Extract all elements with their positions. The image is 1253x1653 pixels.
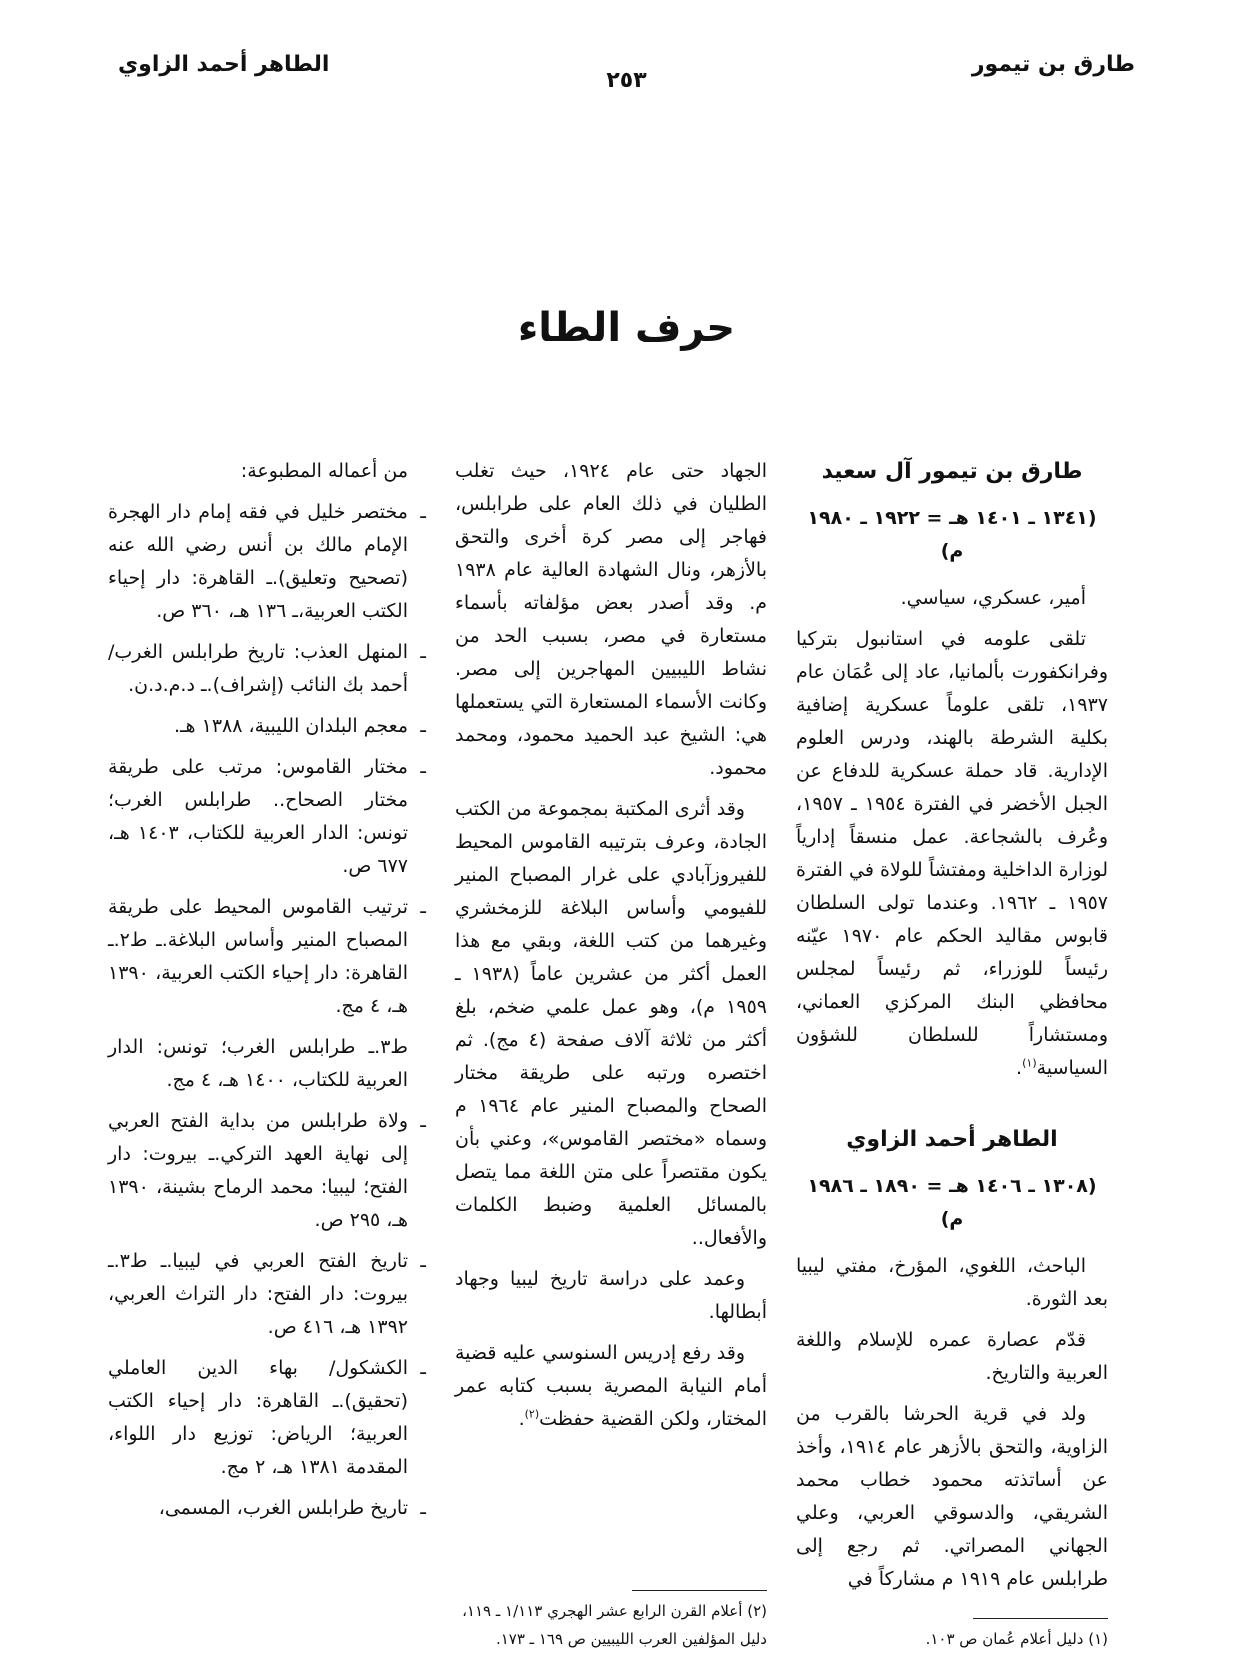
work-item: ـ مختار القاموس: مرتب على طريقة مختار الصحاح.. طرابلس الغرب؛ تونس: الدار العربية للكتاب، ١٤٠٣ هـ، ٦٧٧ ص. [108, 751, 408, 883]
work-item: ـ ترتيب القاموس المحيط على طريقة المصباح المنير وأساس البلاغة.ـ ط٢.ـ القاهرة: دار إحياء الكتب العربية، ١٣٩٠ هـ، ٤ مج. [108, 891, 408, 1023]
footnote-divider [973, 1618, 1108, 1619]
works-list [108, 496, 408, 1533]
work-item: ـ معجم البلدان الليبية، ١٣٨٨ هـ. [108, 710, 408, 743]
footnote-1 [796, 1604, 1108, 1653]
work-item: ـ ولاة طرابلس من بداية الفتح العربي إلى نهاية العهد التركي.ـ بيروت: دار الفتح؛ ليبيا: محمد الرماح بشينة، ١٣٩٠ هـ، ٢٩٥ ص. [108, 1105, 408, 1237]
footnote-line [796, 1625, 1108, 1653]
running-head-left: الطاهر أحمد الزاوي [118, 52, 330, 77]
footnote-2 [455, 1576, 767, 1653]
section-title: حرف الطاء [517, 305, 736, 351]
entry-dates: (١٣٠٨ ـ ١٤٠٦ هـ = ١٨٩٠ ـ ١٩٨٦ م) [807, 1175, 1097, 1230]
column-middle [455, 455, 767, 1653]
spacer [796, 1093, 1108, 1123]
footnote-mark: (٢) [747, 1602, 767, 1620]
entry-name: طارق بن تيمور آل سعيد [821, 459, 1083, 484]
work-edition-note-wrap [108, 1031, 408, 1097]
footnote-mark: (١) [1088, 1630, 1108, 1648]
footnote-ref[interactable]: (٢) [524, 1407, 540, 1421]
footnote-text: دليل أعلام عُمان ص ١٠٣. [925, 1630, 1084, 1648]
entry-role: أمير، عسكري، سياسي. [900, 587, 1086, 609]
column-right [796, 455, 1108, 1653]
running-head-right: طارق بن تيمور [971, 52, 1135, 77]
work-item: ـ المنهل العذب: تاريخ طرابلس الغرب/ أحمد بك النائب (إشراف).ـ د.م.د.ن. [108, 636, 408, 702]
work-item: ـ مختصر خليل في فقه إمام دار الهجرة الإمام مالك بن أنس رضي الله عنه (تصحيح وتعليق).ـ القاهرة: دار إحياء الكتب العربية،ـ ١٣٦ هـ، ٣٦٠ ص. [108, 496, 408, 628]
columns [108, 455, 1108, 1653]
entry-paragraph: تلقى علومه في استانبول بتركيا وفرانكفورت بألمانيا، عاد إلى عُمَان عام ١٩٣٧، تلقى علوماً عسكرية إضافية بكلية الشرطة بالهند، ودرس العلوم الإدارية. قاد حملة عسكرية للدفاع عن الجبل الأخضر في الفترة ١٩٥٤ ـ ١٩٥٧، وعُرف بالشجاعة. عمل منسقاً إدارياً لوزارة الداخلية ومفتشاً للولاة في الفترة ١٩٥٧ ـ ١٩٦٢. وعندما تولى السلطان قابوس مقاليد الحكم عام ١٩٧٠ عيّنه رئيساً للوزراء، ثم رئيساً لمجلس محافظي البنك المركزي العماني، ومستشاراً للسلطان للشؤون السياسية$^{(١)}$. [796, 628, 1109, 1079]
paragraph-text: وقد رفع إدريس السنوسي عليه قضية أمام النيابة المصرية بسبب كتابه عمر المختار، ولكن القضية حفظت [455, 1342, 767, 1430]
work-item: ـ تاريخ طرابلس الغرب، المسمى، [108, 1492, 408, 1525]
entry-paragraph: وقد أثرى المكتبة بمجموعة من الكتب الجادة، وعرف بترتيبه القاموس المحيط للفيروزآبادي على غرار المصباح المنير للفيومي وأساس البلاغة للزمخشري وغيرهما من كتب اللغة، وبقي مع هذا العمل أكثر من عشرين عاماً (١٩٣٨ ـ ١٩٥٩ م)، وهو عمل علمي ضخم، بلغ أكثر من ثلاثة آلاف صفحة (٤ مج). ثم اختصره ورتبه على طريقة مختار الصحاح والمصباح المنير عام ١٩٦٤ م وسماه «مختصر القاموس»، وعني بأن يكون مقتصراً على متن اللغة مما يتصل بالمسائل العلمية وضبط الكلمات والأفعال.. [454, 798, 768, 1249]
work-item: ـ الكشكول/ بهاء الدين العاملي (تحقيق).ـ القاهرة: دار إحياء الكتب العربية؛ الرياض: توزيع دار اللواء، المقدمة ١٣٨١ هـ، ٢ مج. [108, 1352, 408, 1484]
works-heading: من أعماله المطبوعة: [240, 460, 408, 482]
entry-name: الطاهر أحمد الزاوي [846, 1127, 1058, 1152]
entry-paragraph: ولد في قرية الحرشا بالقرب من الزاوية، والتحق بالأزهر عام ١٩١٤، وأخذ عن أساتذته محمود خطاب محمد الشريقي، والدسوقي العربي، وعلي الجهاني المصراتي. ثم رجع إلى طرابلس عام ١٩١٩ م مشاركاً في [796, 1403, 1108, 1590]
paragraph-text: تلقى علومه في استانبول بتركيا وفرانكفورت بألمانيا، عاد إلى عُمَان عام ١٩٣٧، تلقى علوماً عسكرية إضافية بكلية الشرطة بالهند، ودرس العلوم الإدارية. قاد حملة عسكرية للدفاع عن الجبل الأخضر في الفترة ١٩٥٤ ـ ١٩٥٧، وعُرف بالشجاعة. عمل منسقاً إدارياً لوزارة الداخلية ومفتشاً للولاة في الفترة ١٩٥٧ ـ ١٩٦٢. وعندما تولى السلطان قابوس مقاليد الحكم عام ١٩٧٠ عيّنه رئيساً للوزراء، ثم رئيساً لمجلس محافظي البنك المركزي العماني، ومستشاراً للسلطان للشؤون السياسية [796, 628, 1109, 1079]
entry-dates: (١٣٤١ ـ ١٤٠١ هـ = ١٩٢٢ ـ ١٩٨٠ م) [807, 507, 1097, 562]
entry-paragraph: وقد رفع إدريس السنوسي عليه قضية أمام النيابة المصرية بسبب كتابه عمر المختار، ولكن القضية حفظت$^{(٢)}$. [455, 1342, 767, 1430]
footnote-line [455, 1597, 767, 1653]
entry-role: الباحث، اللغوي، المؤرخ، مفتي ليبيا بعد الثورة. [796, 1255, 1108, 1310]
entry-paragraph: الجهاد حتى عام ١٩٢٤، حيث تغلب الطليان في ذلك العام على طرابلس، فهاجر إلى مصر كرة أخرى والتحق بالأزهر، ونال الشهادة العالية عام ١٩٣٨ م. وقد أصدر بعض مؤلفاته بأسماء مستعارة في مصر، بسبب الحد من نشاط الليبيين المهاجرين إلى مصر. وكانت الأسماء المستعارة التي يستعملها هي: الشيخ عبد الحميد محمود، ومحمد محمود. [455, 460, 768, 779]
column-left [108, 455, 426, 1653]
work-item: ـ تاريخ الفتح العربي في ليبيا.ـ ط٣.ـ بيروت: دار الفتح: دار التراث العربي، ١٣٩٢ هـ، ٤١٦ ص. [108, 1245, 408, 1344]
work-edition-note: ط٣.ـ طرابلس الغرب؛ تونس: الدار العربية للكتاب، ١٤٠٠ هـ، ٤ مج. [108, 1036, 408, 1091]
footnote-text: أعلام القرن الرابع عشر الهجري ١/١١٣ ـ ١١٩، دليل المؤلفين العرب الليبيين ص ١٦٩ ـ ١٧٣. [462, 1602, 767, 1648]
footnote-ref[interactable]: (١) [1022, 1056, 1037, 1070]
footnote-divider [632, 1590, 767, 1591]
page-number: ٢٥٣ [606, 68, 647, 93]
entry-paragraph: وعمد على دراسة تاريخ ليبيا وجهاد أبطالها. [455, 1268, 767, 1323]
entry-paragraph: قدّم عصارة عمره للإسلام واللغة العربية والتاريخ. [796, 1329, 1108, 1384]
